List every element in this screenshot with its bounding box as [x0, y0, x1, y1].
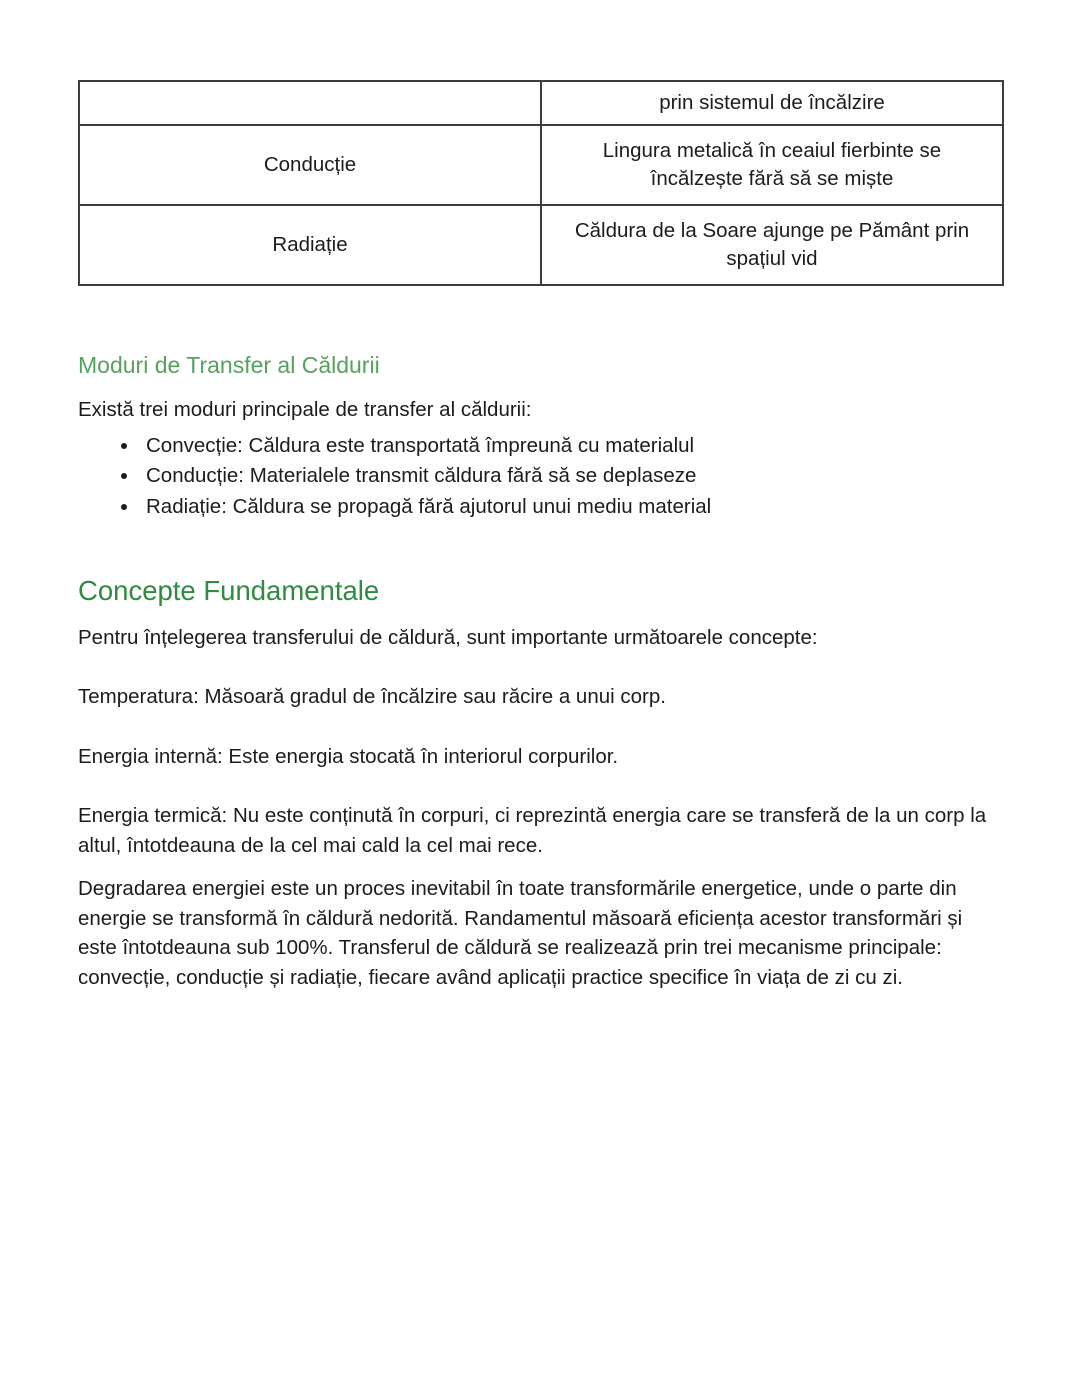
- section-heading-concepte: Concepte Fundamentale: [78, 574, 380, 606]
- paragraph-energia-interna: Energia internă: Este energia stocată în interiorul corpurilor.: [78, 744, 619, 768]
- section-heading-moduri: Moduri de Transfer al Căldurii: [78, 352, 380, 378]
- table-row: [79, 81, 1003, 125]
- moduri-intro-paragraph: Există trei moduri principale de transfer al căldurii:: [78, 398, 532, 421]
- bullet-item: • Convecție: Căldura este transportată împreună cu materialul: [140, 431, 1002, 462]
- table-row: [79, 205, 1003, 285]
- bullet-item: • Radiație: Căldura se propagă fără ajutorul unui mediu material: [140, 492, 1002, 523]
- table-row: [79, 125, 1003, 205]
- paragraph-degradarea-energiei: Degradarea energiei este un proces inevitabil în toate transformările energetice, unde o parte din energie se transformă în căldură nedorită. Randamentul măsoară eficiența acestor transformări și este întotdeauna sub 100%. Transferul de căldură se realizează prin trei mecanisme principale: convecție, conducție și radiație, fiecare având aplicații practice specifice în viața de zi cu zi.: [78, 877, 963, 989]
- heat-transfer-table: [78, 80, 1004, 286]
- table-cell-left: Radiație: [79, 205, 541, 285]
- table-cell-right: Căldura de la Soare ajunge pe Pământ prin spațiul vid: [541, 205, 1003, 285]
- table-cell-left: [79, 81, 541, 125]
- table-cell-right: prin sistemul de încălzire: [541, 81, 1003, 125]
- bullet-item: • Conducție: Materialele transmit căldura fără să se deplaseze: [140, 461, 1002, 492]
- table-cell-right: Lingura metalică în ceaiul fierbinte se încălzește fără să se miște: [541, 125, 1003, 205]
- table-cell-left: Conducție: [79, 125, 541, 205]
- concepte-intro-paragraph: Pentru înțelegerea transferului de căldură, sunt importante următoarele concepte:: [78, 625, 818, 649]
- paragraph-energia-termica: Energia termică: Nu este conținută în corpuri, ci reprezintă energia care se transferă de la un corp la altul, întotdeauna de la cel mai cald la cel mai rece.: [78, 804, 987, 857]
- paragraph-temperatura: Temperatura: Măsoară gradul de încălzire sau răcire a unui corp.: [78, 685, 666, 709]
- bullet-list: [78, 431, 1002, 523]
